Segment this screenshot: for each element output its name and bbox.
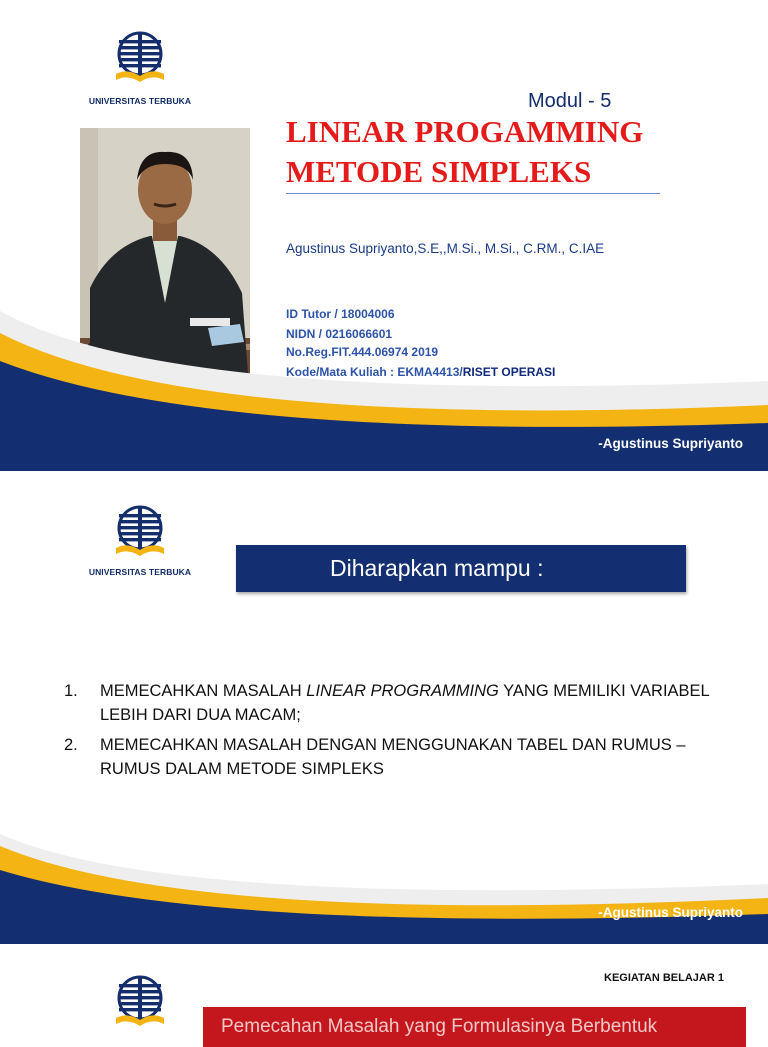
- logo-caption: UNIVERSITAS TERBUKA: [88, 96, 192, 106]
- tutor-id: ID Tutor / 18004006: [286, 307, 395, 321]
- ut-emblem-icon: [116, 507, 164, 556]
- author-name: Agustinus Supriyanto,S.E,,M.Si., M.Si., C.RM., C.IAE: [286, 241, 605, 256]
- objective-text-emphasis: LINEAR PROGRAMMING: [306, 682, 499, 700]
- objective-text-post: YANG MEMILIKI VARIABEL LEBIH DARI DUA MACAM;: [100, 682, 710, 724]
- ut-emblem-icon: [116, 33, 164, 82]
- course-name: RISET OPERASI: [462, 365, 556, 379]
- registration-number: No.Reg.FIT.444.06974 2019: [286, 345, 439, 359]
- title-line-1: LINEAR PROGAMMING: [286, 114, 644, 149]
- ut-logo: [80, 504, 200, 577]
- objectives-list: [64, 679, 714, 787]
- objective-text: MEMECAHKAN MASALAH DENGAN MENGGUNAKAN TABEL DAN RUMUS – RUMUS DALAM METODE SIMPLEKS: [100, 736, 686, 778]
- objective-text-pre: MEMECAHKAN MASALAH: [100, 682, 307, 700]
- title-divider: [286, 193, 660, 194]
- objective-item: [64, 733, 714, 781]
- logo-caption: UNIVERSITAS TERBUKA: [88, 567, 192, 577]
- title-line-2: METODE SIMPLEKS: [286, 154, 592, 189]
- slide-activity: [0, 952, 768, 1037]
- activity-label: KEGIATAN BELAJAR 1: [604, 972, 724, 984]
- module-label: Modul - 5: [528, 90, 612, 112]
- footer-author: -Agustinus Supriyanto: [598, 436, 743, 451]
- course-code-prefix: Kode/Mata Kuliah : EKMA4413/: [286, 365, 463, 379]
- ut-logo: [80, 974, 200, 1036]
- activity-banner: Pemecahan Masalah yang Formulasinya Berbentuk: [203, 1007, 746, 1047]
- footer-wave: [0, 834, 768, 944]
- objective-item: [64, 679, 714, 727]
- objective-number: 2.: [64, 736, 78, 754]
- nidn: NIDN / 0216066601: [286, 327, 393, 341]
- objectives-banner: Diharapkan mampu :: [236, 545, 686, 592]
- footer-author: -Agustinus Supriyanto: [598, 905, 743, 920]
- objective-number: 1.: [64, 682, 78, 700]
- slide-objectives: [0, 479, 768, 944]
- slide-title: [0, 0, 768, 471]
- ut-logo: [80, 30, 200, 106]
- ut-emblem-icon: [116, 977, 164, 1026]
